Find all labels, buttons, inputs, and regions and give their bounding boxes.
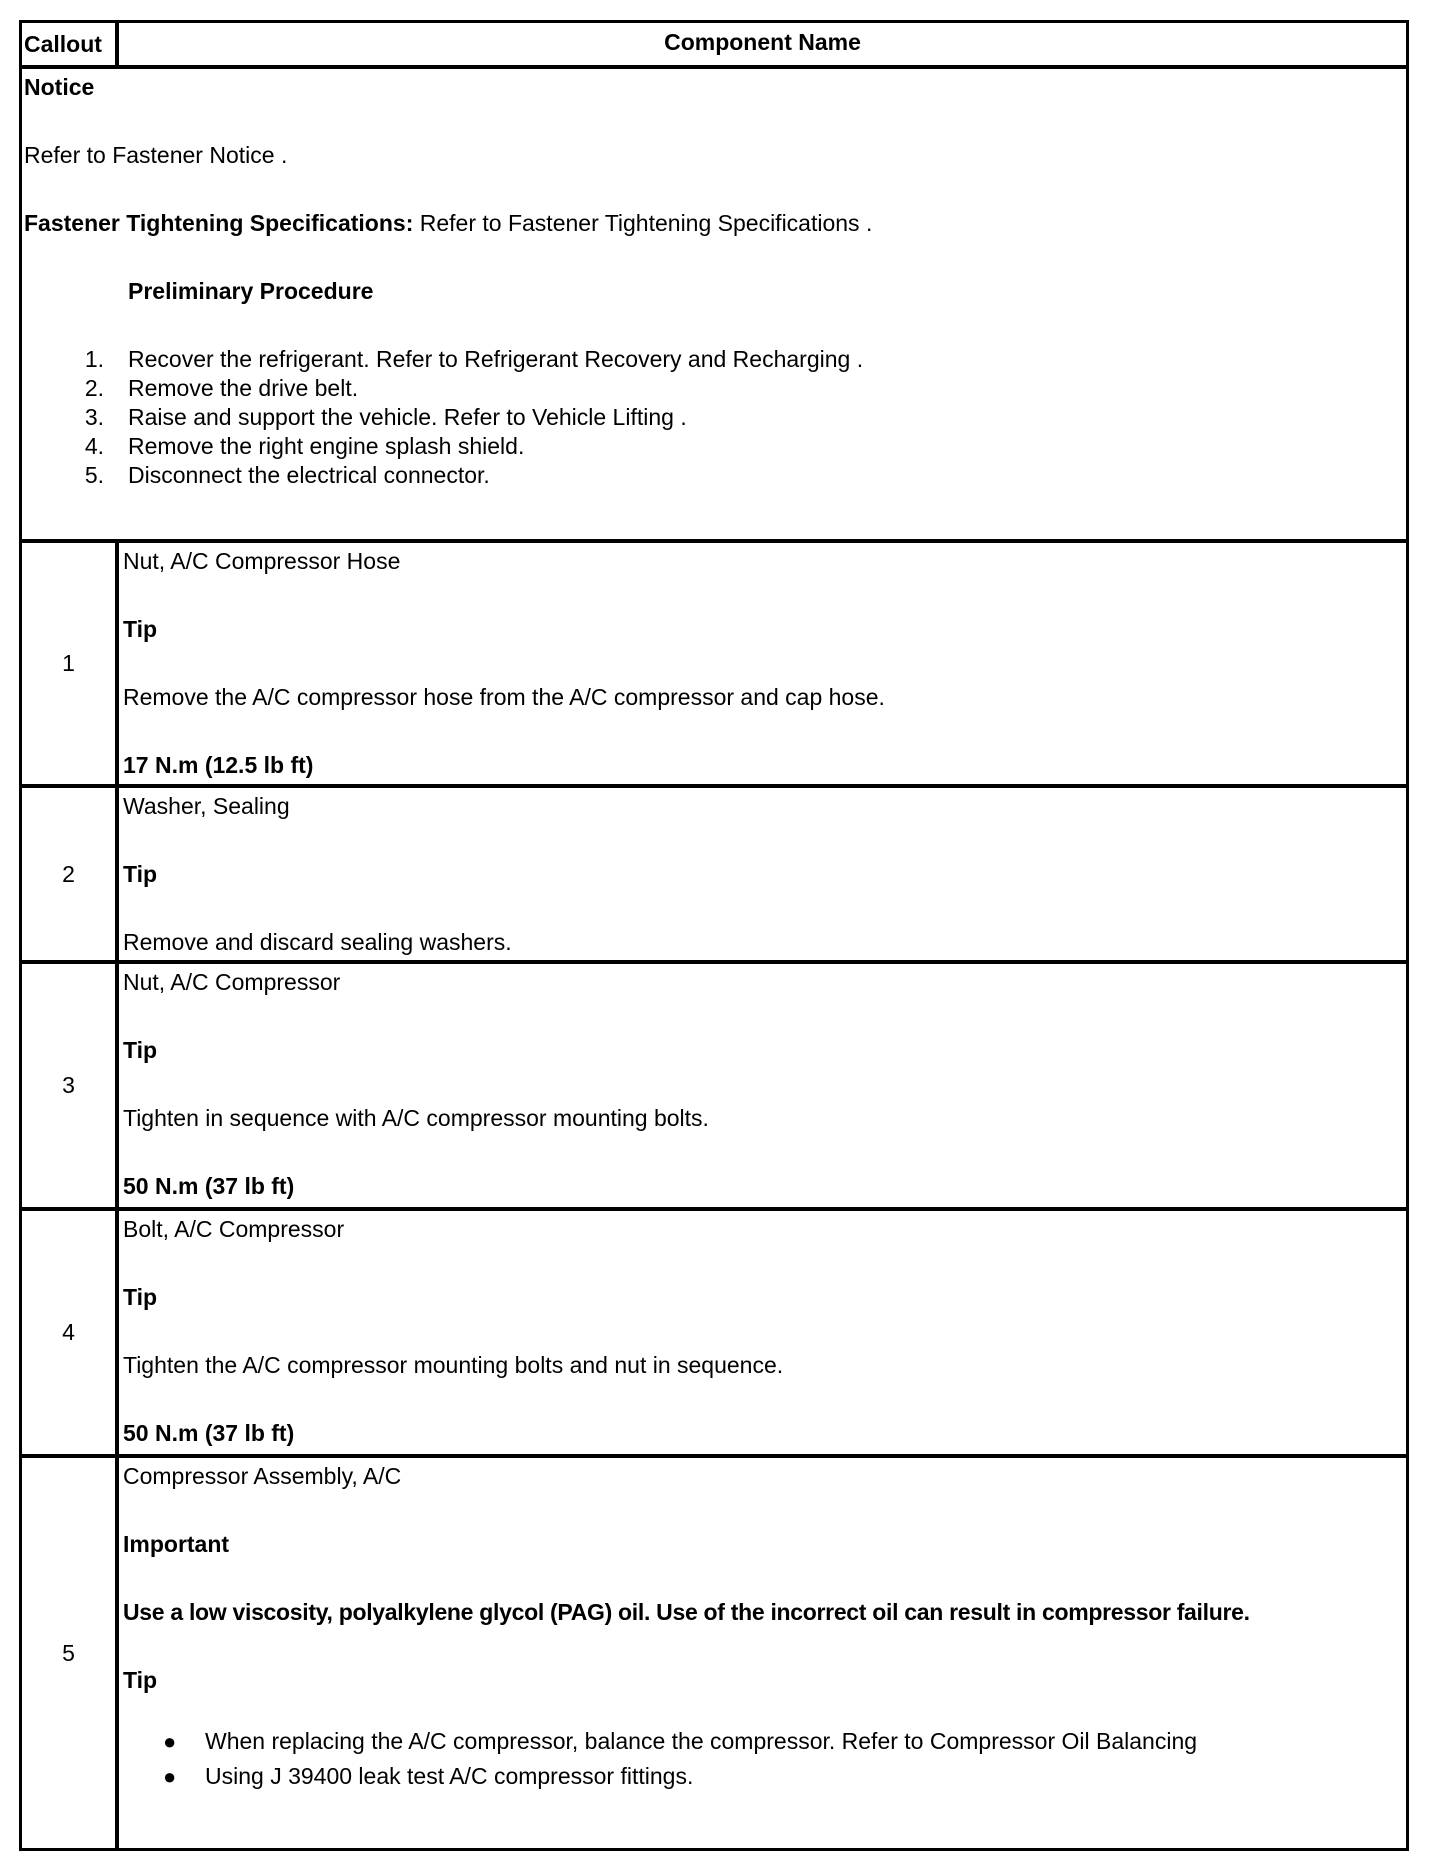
- tip-label: Tip: [123, 1284, 158, 1310]
- important-text: Use a low viscosity, polyalkylene glycol (PAG) oil. Use of the incorrect oil can result in compressor failure.: [123, 1599, 1250, 1625]
- procedure-step: 5. Disconnect the electrical connector.: [84, 462, 490, 488]
- important-label: Important: [123, 1531, 230, 1557]
- procedure-step: 3. Raise and support the vehicle. Refer to Vehicle Lifting .: [84, 404, 687, 430]
- procedure-step: 2. Remove the drive belt.: [84, 375, 359, 401]
- spec-label: Fastener Tightening Specifications:: [24, 210, 414, 236]
- notice-text: Refer to Fastener Notice .: [24, 142, 288, 168]
- table-row: [22, 1207, 1406, 1454]
- tip-bullet: ● When replacing the A/C compressor, balance the compressor. Refer to Compressor Oil Balancing: [163, 1724, 1402, 1759]
- tip-label: Tip: [123, 1037, 158, 1063]
- component-name: Compressor Assembly, A/C: [123, 1463, 402, 1489]
- torque-spec: 50 N.m (37 lb ft): [123, 1173, 295, 1199]
- bullet-icon: ●: [163, 1764, 177, 1789]
- callout-number: 4: [22, 1211, 119, 1454]
- procedure-step: 4. Remove the right engine splash shield.: [84, 433, 525, 459]
- procedure-title: Preliminary Procedure: [128, 278, 374, 304]
- component-name: Nut, A/C Compressor: [123, 969, 341, 995]
- spec-text: Refer to Fastener Tightening Specifications .: [413, 210, 873, 236]
- notice-title: Notice: [24, 74, 95, 100]
- procedure-step: 1. Recover the refrigerant. Refer to Refrigerant Recovery and Recharging .: [84, 346, 864, 372]
- component-name: Nut, A/C Compressor Hose: [123, 548, 401, 574]
- tip-text: Tighten in sequence with A/C compressor mounting bolts.: [123, 1105, 709, 1131]
- callout-number: 1: [22, 543, 119, 784]
- tip-text: Remove the A/C compressor hose from the A/C compressor and cap hose.: [123, 684, 885, 710]
- tip-label: Tip: [123, 616, 158, 642]
- table-row: [22, 1454, 1406, 1848]
- table-row: [22, 960, 1406, 1207]
- tip-label: Tip: [123, 861, 158, 887]
- procedure-steps: [24, 345, 1402, 490]
- notice-section: [22, 65, 1406, 539]
- tip-bullet: ● Using J 39400 leak test A/C compressor fittings.: [163, 1759, 1402, 1794]
- tip-bullets: [123, 1724, 1402, 1794]
- callout-number: 3: [22, 964, 119, 1207]
- component-name: Bolt, A/C Compressor: [123, 1216, 345, 1242]
- component-name: Washer, Sealing: [123, 793, 290, 819]
- callout-number: 5: [22, 1458, 119, 1848]
- torque-spec: 50 N.m (37 lb ft): [123, 1420, 295, 1446]
- tip-label: Tip: [123, 1667, 158, 1693]
- bullet-icon: ●: [163, 1729, 177, 1754]
- component-table: [19, 20, 1409, 1851]
- tip-text: Remove and discard sealing washers.: [123, 929, 512, 955]
- header-component-name: Component Name: [664, 29, 861, 55]
- table-header: [22, 23, 1406, 65]
- header-callout: Callout: [22, 23, 119, 65]
- table-row: [22, 784, 1406, 960]
- torque-spec: 17 N.m (12.5 lb ft): [123, 752, 314, 778]
- table-row: [22, 539, 1406, 784]
- callout-number: 2: [22, 788, 119, 960]
- tip-text: Tighten the A/C compressor mounting bolts and nut in sequence.: [123, 1352, 784, 1378]
